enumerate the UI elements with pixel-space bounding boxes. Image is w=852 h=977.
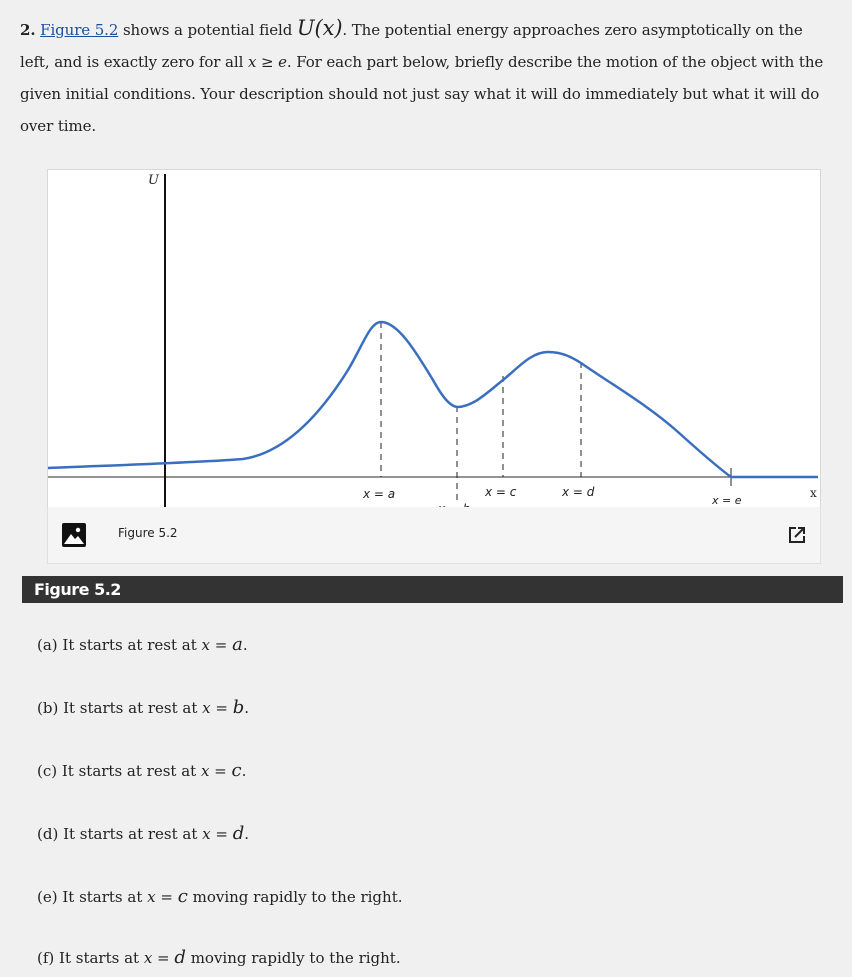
part-f-text: (f) It starts at xyxy=(37,949,144,967)
guide-lines xyxy=(381,322,581,501)
problem-statement xyxy=(20,12,835,142)
label-x-c: x = c xyxy=(485,485,517,499)
part-b xyxy=(37,697,249,718)
part-a-var: a xyxy=(232,634,243,655)
open-in-new-icon[interactable] xyxy=(788,526,806,544)
part-d-math: x = xyxy=(202,825,233,843)
part-b-after: . xyxy=(244,699,250,717)
label-x-d: x = d xyxy=(562,485,595,499)
part-e xyxy=(37,886,403,907)
problem-text-3: . For each part below, briefly describe the motion of the object with the given initial conditions. Your description should not just say what it will do immediately but what it will do over time. xyxy=(20,53,824,135)
part-b-text: (b) It starts at rest at xyxy=(37,699,203,717)
potential-graph xyxy=(48,170,820,508)
part-c-after: . xyxy=(241,762,247,780)
problem-number: 2. xyxy=(20,21,36,39)
part-d-var: d xyxy=(232,823,245,844)
part-a xyxy=(37,634,248,655)
potential-function: U(x) xyxy=(296,16,343,40)
problem-text-2: . The potential energy approaches zero asymptotically on the left, and is exactly zero for all xyxy=(20,21,803,71)
part-d-after: . xyxy=(244,825,250,843)
part-e-text: (e) It starts at xyxy=(37,888,148,906)
part-e-math: x = xyxy=(147,888,178,906)
problem-text-1: shows a potential field xyxy=(118,21,297,39)
part-c-math: x = xyxy=(200,762,232,780)
part-b-var: b xyxy=(232,697,245,718)
label-x-e: x = e xyxy=(712,494,742,507)
figure-caption: Figure 5.2 xyxy=(118,526,178,540)
condition-expression: x ≥ e xyxy=(247,53,287,71)
figure-image[interactable] xyxy=(47,169,821,509)
image-icon xyxy=(62,523,86,547)
part-c xyxy=(37,760,246,781)
figure-caption-bar xyxy=(47,507,821,564)
part-f xyxy=(37,947,401,968)
part-a-math: x = xyxy=(201,636,233,654)
part-c-var: c xyxy=(231,760,242,781)
part-e-after: moving rapidly to the right. xyxy=(187,888,403,906)
part-c-text: (c) It starts at rest at xyxy=(37,762,201,780)
label-x-a: x = a xyxy=(363,487,396,501)
potential-curve xyxy=(48,322,818,477)
part-d-text: (d) It starts at rest at xyxy=(37,825,203,843)
part-a-text: (a) It starts at rest at xyxy=(37,636,202,654)
figure-header: Figure 5.2 xyxy=(22,576,843,603)
figure-link[interactable]: Figure 5.2 xyxy=(40,21,119,39)
part-d xyxy=(37,823,249,844)
part-f-var: d xyxy=(174,947,186,968)
y-axis-label: U xyxy=(148,173,159,188)
part-f-after: moving rapidly to the right. xyxy=(185,949,401,967)
part-a-after: . xyxy=(242,636,248,654)
part-b-math: x = xyxy=(202,699,233,717)
x-axis-label: x xyxy=(810,486,817,500)
part-e-var: c xyxy=(177,886,188,907)
part-f-math: x = xyxy=(143,949,175,967)
